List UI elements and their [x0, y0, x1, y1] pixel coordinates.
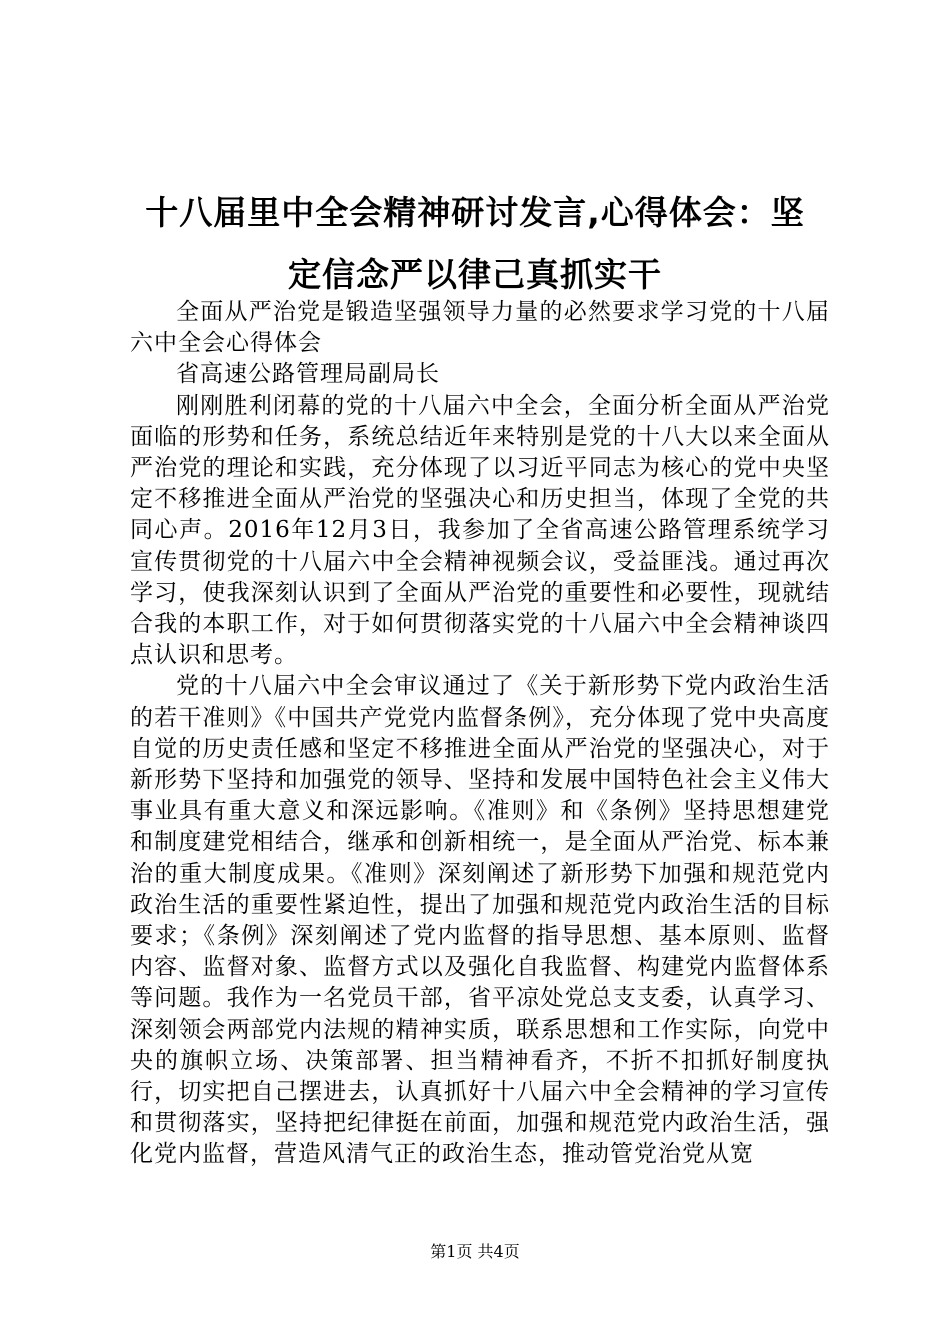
title-line-1: 十八届里中全会精神研讨发言,心得体会：坚: [145, 193, 805, 232]
author-line: 省高速公路管理局副局长: [176, 361, 440, 388]
body-paragraph-2: 党的十八届六中全会审议通过了《关于新形势下党内政治生活的若干准则》《中国共产党党内监督条例》，充分体现了党中央高度自觉的历史责任感和坚定不移推进全面从严治党的坚强决心，对于新形势下坚持和加强党的领导、坚持和发展中国特色社会主义伟大事业具有重大意义和深远影响。《准则》和《条例》坚持思想建党和制度建党相结合，继承和创新相统一，是全面从严治党、标本兼治的重大制度成果。《准则》深刻阐述了新形势下加强和规范党内政治生活的重要性紧迫性，提出了加强和规范党内政治生活的目标要求；《条例》深刻阐述了党内监督的指导思想、基本原则、监督内容、监督对象、监督方式以及强化自我监督、构建党内监督体系等问题。我作为一名党员干部，省平凉处党总支支委，认真学习、深刻领会两部党内法规的精神实质，联系思想和工作实际，向党中央的旗帜立场、决策部署、担当精神看齐，不折不扣抓好制度执行，切实把自己摆进去，认真抓好十八届六中全会精神的学习宣传和贯彻落实，坚持把纪律挺在前面，加强和规范党内政治生活，强化党内监督，营造风清气正的政治生态，推动管党治党从宽: [130, 673, 830, 1168]
body-paragraph-1: 刚刚胜利闭幕的党的十八届六中全会，全面分析全面从严治党面临的形势和任务，系统总结近年来特别是党的十八大以来全面从严治党的理论和实践，充分体现了以习近平同志为核心的党中央坚定不移推进全面从严治党的坚强决心和历史担当，体现了全党的共同心声。2016年12月3日，我参加了全省高速公路管理系统学习宣传贯彻党的十八届六中全会精神视频会议，受益匪浅。通过再次学习，使我深刻认识到了全面从严治党的重要性和必要性，现就结合我的本职工作，对于如何贯彻落实党的十八届六中全会精神谈四点认识和思考。: [130, 392, 830, 669]
document-body: [130, 297, 830, 1171]
page-number-footer: 第1页 共4页: [430, 1242, 520, 1261]
document-title: [120, 182, 830, 306]
subtitle-paragraph: 全面从严治党是锻造坚强领导力量的必然要求学习党的十八届六中全会心得体会: [130, 299, 830, 357]
title-line-2: 定信念严以律己真抓实干: [288, 255, 662, 294]
